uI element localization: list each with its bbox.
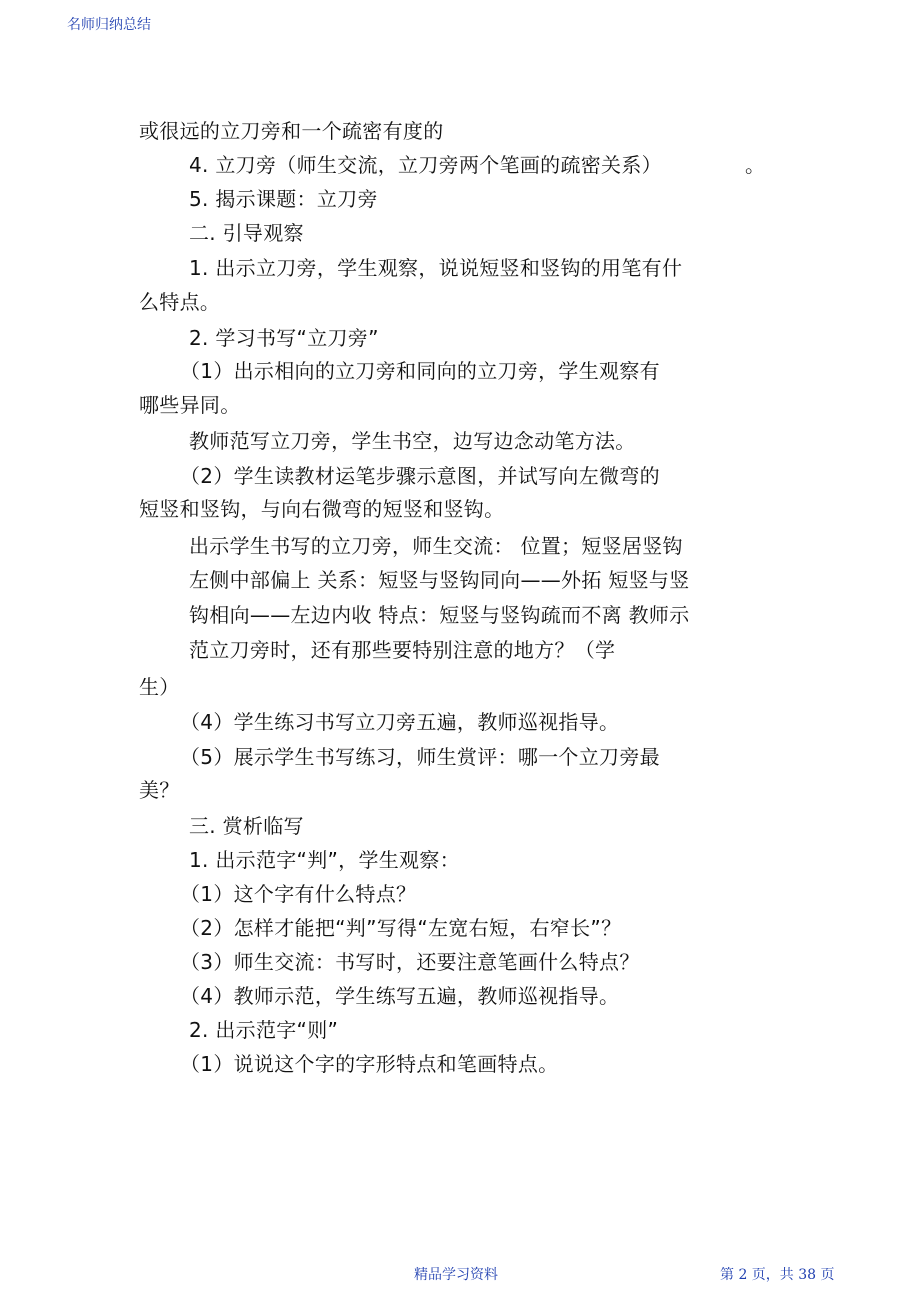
text-line: 教师范写立刀旁，学生书空，边写边念动笔方法。 (189, 429, 636, 453)
text-line: （1）这个字有什么特点？ (180, 882, 417, 906)
text-line: 2. 学习书写“立刀旁” (189, 326, 379, 350)
text-line: 生） (139, 675, 180, 699)
text-line: （3）师生交流：书写时，还要注意笔画什么特点？ (180, 950, 640, 974)
footer-label: 精品学习资料 (414, 1267, 498, 1283)
header-label: 名师归纳总结 (67, 17, 151, 33)
text-line: （4）教师示范，学生练写五遍，教师巡视指导。 (180, 984, 620, 1008)
text-line: （2）怎样才能把“判”写得“左宽右短，右窄长”？ (180, 916, 622, 940)
page-number: 第 2 页，共 38 页 (720, 1267, 835, 1283)
text-line: 。 (745, 153, 766, 177)
section-heading: 三. 赏析临写 (189, 814, 304, 838)
text-line: 出示学生书写的立刀旁，师生交流： 位置；短竖居竖钩 (189, 534, 683, 558)
text-line: （1）出示相向的立刀旁和同向的立刀旁，学生观察有 (180, 359, 660, 383)
text-line: 范立刀旁时，还有那些要特别注意的地方？（学 (189, 638, 616, 662)
text-line: 么特点。 (139, 290, 221, 314)
text-line: （5）展示学生书写练习，师生赏评：哪一个立刀旁最 (180, 745, 660, 769)
text-line: 美？ (139, 778, 180, 802)
text-line: 1. 出示立刀旁，学生观察，说说短竖和竖钩的用笔有什 (189, 256, 683, 280)
text-line: 1. 出示范字“判”，学生观察： (189, 848, 460, 872)
text-line: （2）学生读教材运笔步骤示意图，并试写向左微弯的 (180, 464, 660, 488)
text-line: （4）学生练习书写立刀旁五遍，教师巡视指导。 (180, 710, 620, 734)
text-line: 哪些异同。 (139, 393, 241, 417)
text-line: （1）说说这个字的字形特点和笔画特点。 (180, 1052, 559, 1076)
text-line: 或很远的立刀旁和一个疏密有度的 (139, 119, 444, 143)
text-line: 4. 立刀旁（师生交流，立刀旁两个笔画的疏密关系） (189, 153, 662, 177)
text-line: 5. 揭示课题：立刀旁 (189, 187, 378, 211)
section-heading: 二. 引导观察 (189, 221, 304, 245)
text-line: 左侧中部偏上 关系：短竖与竖钩同向——外拓 短竖与竖 (189, 568, 690, 592)
text-line: 短竖和竖钩，与向右微弯的短竖和竖钩。 (139, 497, 505, 521)
text-line: 钩相向——左边内收 特点：短竖与竖钩疏而不离 教师示 (189, 603, 690, 627)
text-line: 2. 出示范字“则” (189, 1018, 339, 1042)
